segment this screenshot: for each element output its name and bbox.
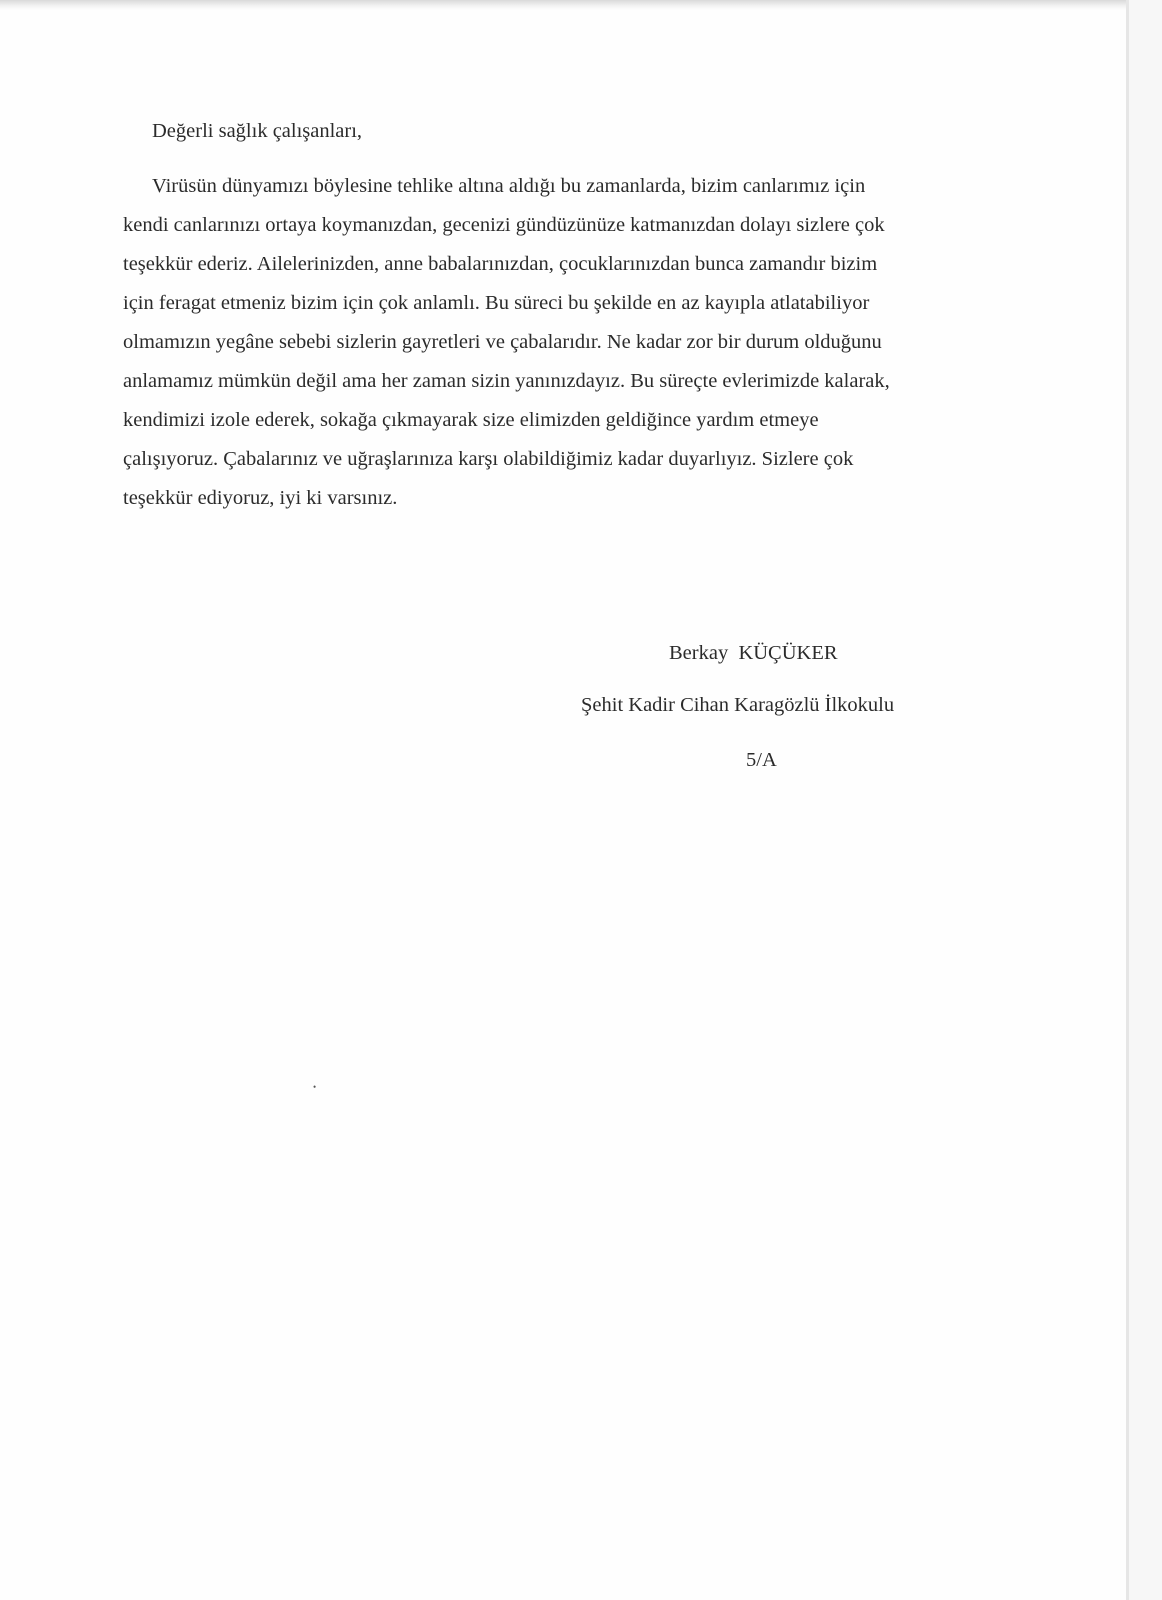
scan-edge-top: [0, 0, 1162, 10]
letter-line: olmamızın yegâne sebebi sizlerin gayretleri ve çabalarıdır. Ne kadar zor bir durum olduğunu: [123, 331, 882, 353]
scan-speck: •: [313, 1082, 317, 1092]
letter-body: [123, 167, 890, 518]
signature-name: Berkay KÜÇÜKER: [669, 642, 838, 664]
letter-line: teşekkür ediyoruz, iyi ki varsınız.: [123, 487, 398, 509]
letter-greeting: Değerli sağlık çalışanları,: [152, 120, 363, 142]
letter-line: anlamamız mümkün değil ama her zaman sizin yanınızdayız. Bu süreçte evlerimizde kalarak,: [123, 370, 890, 392]
signature-school: Şehit Kadir Cihan Karagözlü İlkokulu: [581, 694, 895, 716]
letter-line: için feragat etmeniz bizim için çok anlamlı. Bu süreci bu şekilde en az kayıpla atlatabiliyor: [123, 292, 870, 314]
letter-line: kendimizi izole ederek, sokağa çıkmayarak size elimizden geldiğince yardım etmeye: [123, 409, 819, 431]
signature-class: 5/A: [746, 749, 777, 771]
letter-line: çalışıyoruz. Çabalarınız ve uğraşlarınıza karşı olabildiğimiz kadar duyarlıyız. Sizlere çok: [123, 448, 854, 470]
letter-line: teşekkür ederiz. Ailelerinizden, anne babalarınızdan, çocuklarınızdan bunca zamandır bizim: [123, 253, 878, 275]
letter-line: kendi canlarınızı ortaya koymanızdan, gecenizi gündüzünüze katmanızdan dolayı sizlere çok: [123, 214, 885, 236]
scan-margin-right: [1129, 0, 1162, 1600]
letter-line: Virüsün dünyamızı böylesine tehlike altına aldığı bu zamanlarda, bizim canlarımız için: [152, 175, 866, 197]
